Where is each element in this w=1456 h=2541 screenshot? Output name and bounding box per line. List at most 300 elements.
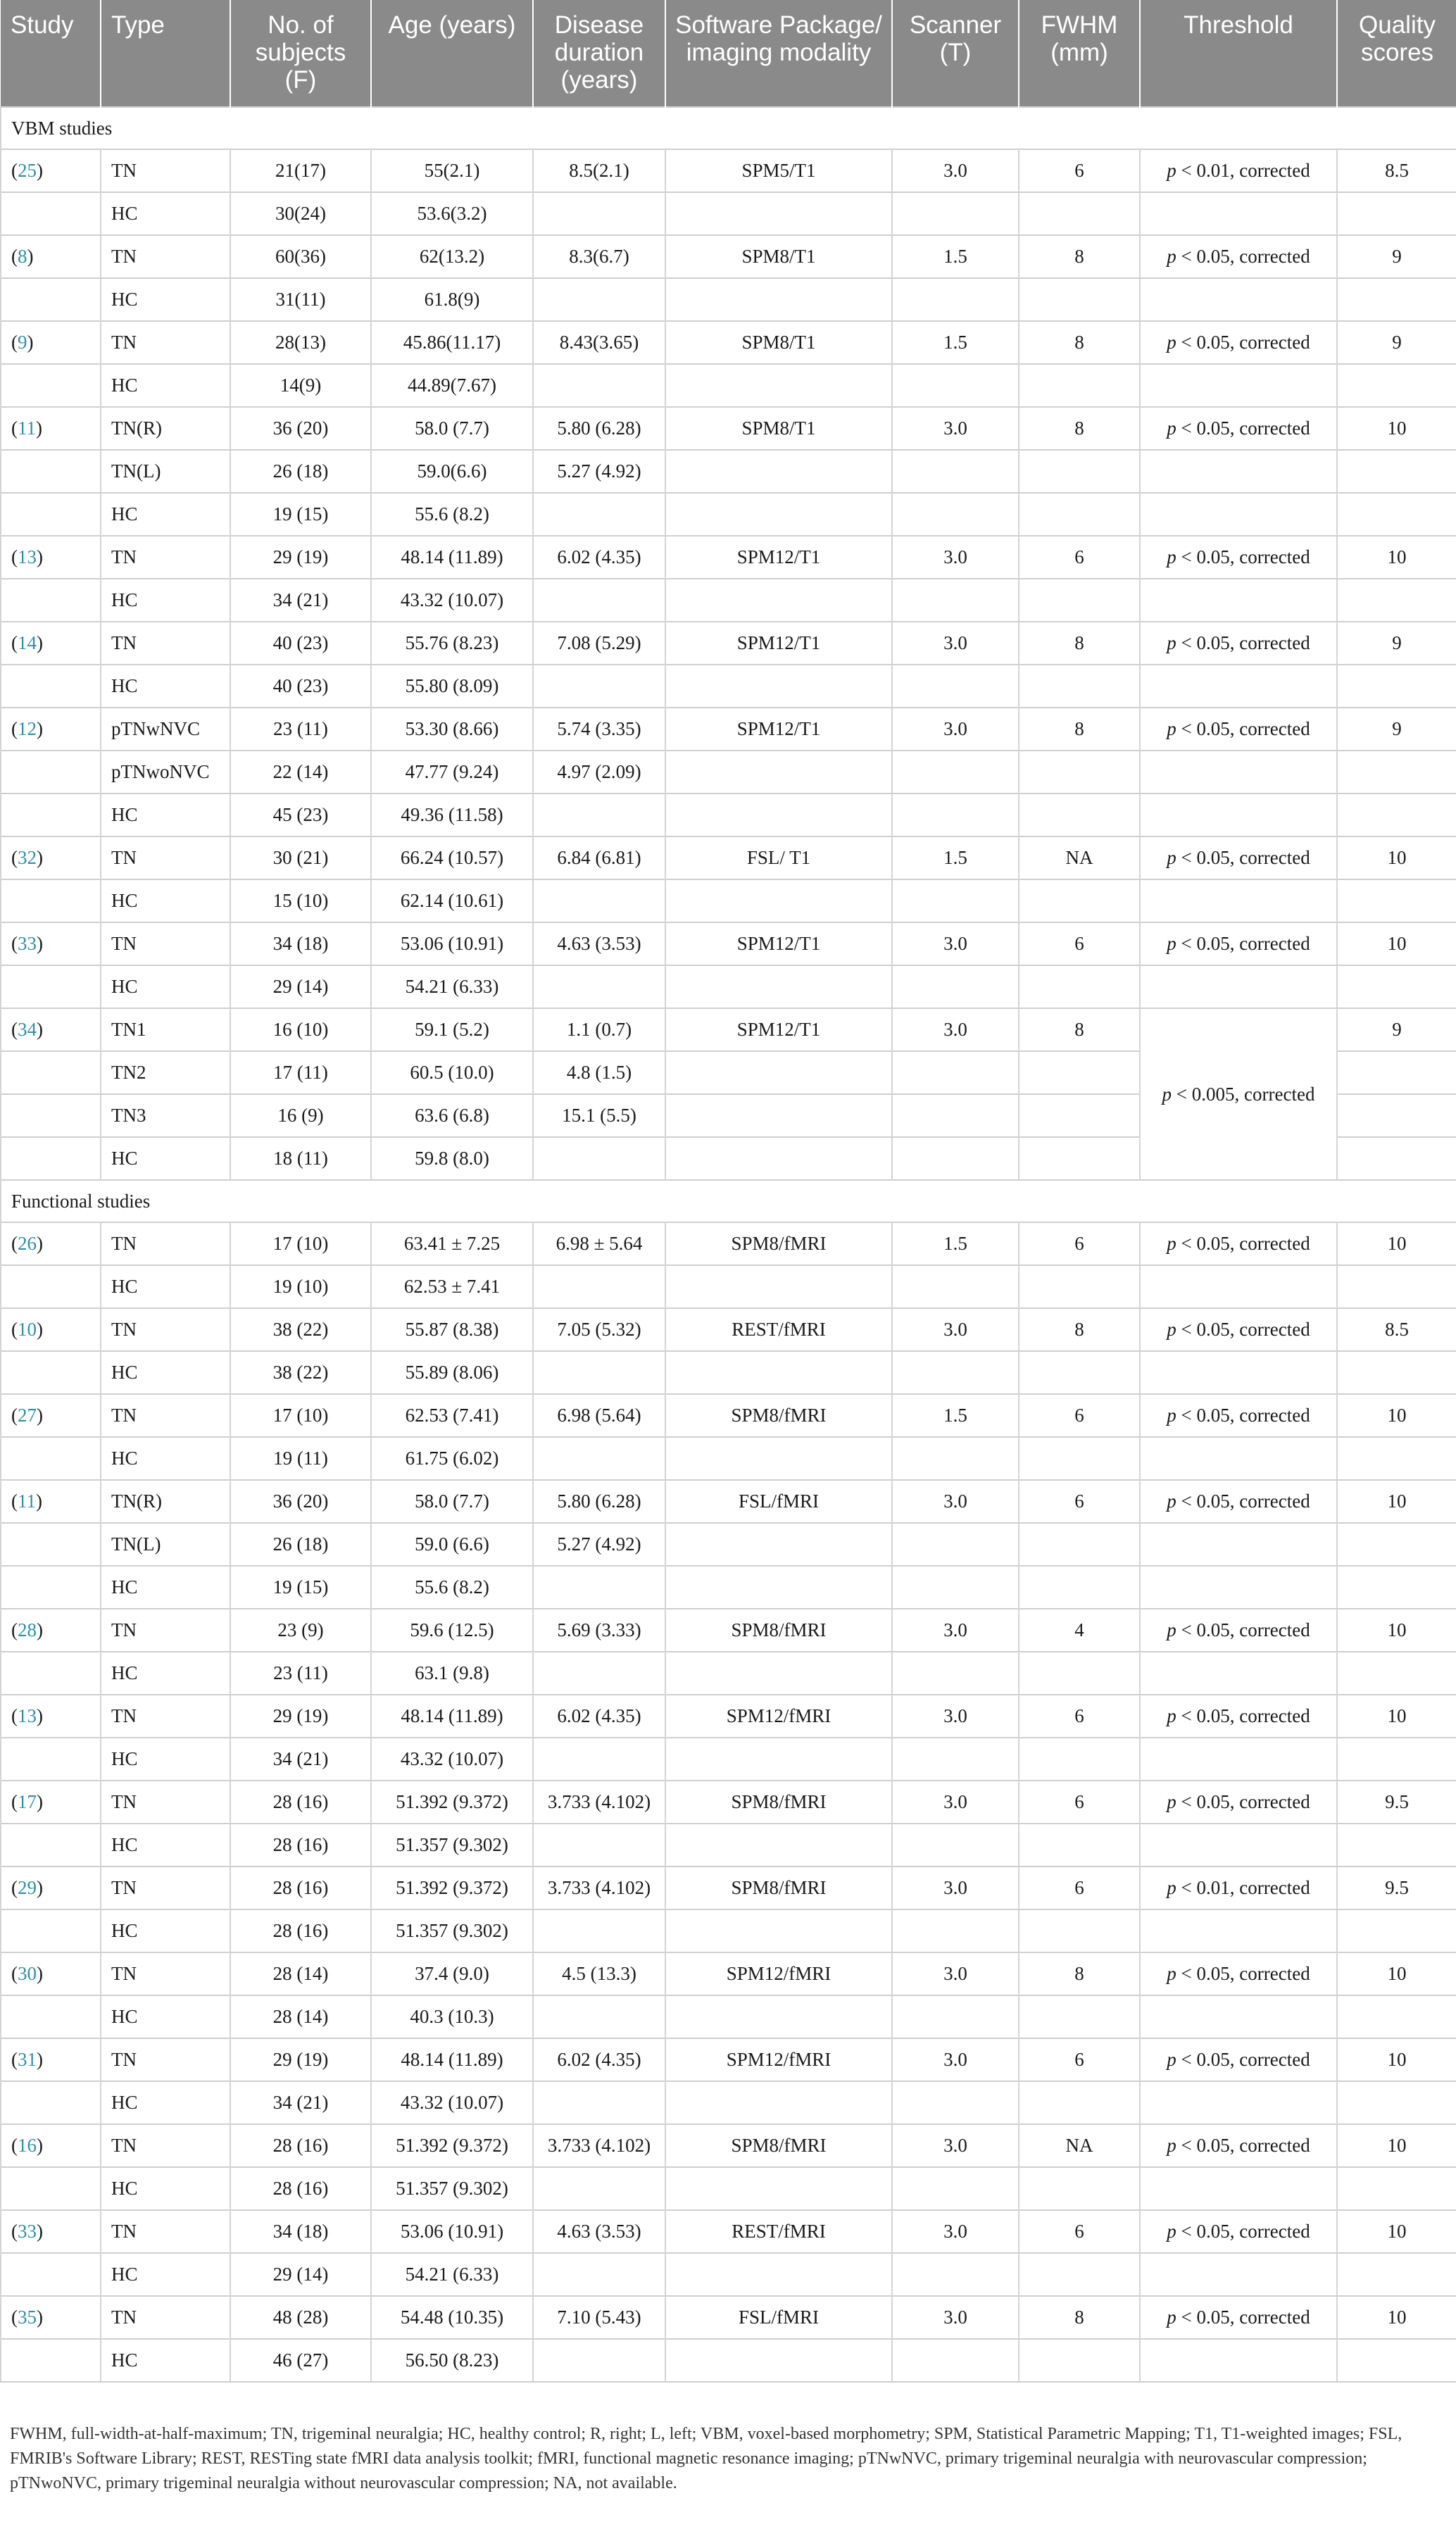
cell-fwhm: NA (1019, 2124, 1140, 2167)
cell-duration (533, 965, 665, 1008)
cell-scanner (892, 965, 1019, 1008)
cell-quality (1337, 1265, 1456, 1308)
cell-study (1, 665, 101, 708)
table-row (1, 278, 1456, 321)
table-row (1, 2038, 1456, 2081)
table-row (1, 1308, 1456, 1351)
cell-duration: 8.5(2.1) (533, 149, 665, 192)
reference-link[interactable]: 16 (18, 2135, 37, 2156)
cell-software (665, 1094, 892, 1137)
cell-type: TN (101, 1222, 230, 1265)
cell-type: HC (101, 2167, 230, 2210)
cell-age: 58.0 (7.7) (371, 1480, 533, 1523)
table-header (1, 0, 1456, 107)
table-row (1, 1609, 1456, 1652)
cell-threshold: p < 0.05, corrected (1140, 235, 1337, 278)
table-row (1, 1566, 1456, 1609)
cell-type: TN(R) (101, 407, 230, 450)
cell-scanner (892, 2167, 1019, 2210)
cell-fwhm (1019, 665, 1140, 708)
cell-scanner (892, 579, 1019, 622)
table-row (1, 1995, 1456, 2038)
cell-scanner: 3.0 (892, 1866, 1019, 1909)
cell-age: 51.392 (9.372) (371, 1866, 533, 1909)
cell-fwhm: 8 (1019, 1952, 1140, 1995)
cell-scanner: 3.0 (892, 708, 1019, 751)
cell-study: (29) (1, 1866, 101, 1909)
cell-type: HC (101, 278, 230, 321)
cell-quality (1337, 879, 1456, 922)
cell-duration: 6.02 (4.35) (533, 2038, 665, 2081)
cell-software: SPM8/T1 (665, 235, 892, 278)
table-row (1, 708, 1456, 751)
cell-threshold: p < 0.05, corrected (1140, 622, 1337, 665)
cell-threshold: p < 0.05, corrected (1140, 2296, 1337, 2339)
table-row (1, 879, 1456, 922)
cell-age: 51.357 (9.302) (371, 1824, 533, 1866)
cell-subjects: 34 (21) (230, 579, 371, 622)
cell-software: SPM8/T1 (665, 407, 892, 450)
table-row (1, 2210, 1456, 2253)
cell-study: (31) (1, 2038, 101, 2081)
cell-duration (533, 1652, 665, 1695)
cell-age: 55.80 (8.09) (371, 665, 533, 708)
cell-scanner (892, 793, 1019, 836)
cell-study (1, 965, 101, 1008)
cell-quality (1337, 1051, 1456, 1094)
cell-study: (33) (1, 2210, 101, 2253)
cell-quality: 9 (1337, 622, 1456, 665)
cell-threshold (1140, 751, 1337, 793)
cell-study: (14) (1, 622, 101, 665)
cell-scanner (892, 1738, 1019, 1781)
cell-quality (1337, 793, 1456, 836)
cell-software (665, 1437, 892, 1480)
cell-quality (1337, 1523, 1456, 1566)
cell-quality (1337, 665, 1456, 708)
cell-type: TN (101, 622, 230, 665)
cell-scanner: 3.0 (892, 1695, 1019, 1738)
cell-duration (533, 1265, 665, 1308)
cell-threshold (1140, 1909, 1337, 1952)
cell-threshold (1140, 1824, 1337, 1866)
cell-type: TN (101, 1866, 230, 1909)
cell-quality (1337, 1738, 1456, 1781)
cell-subjects: 34 (21) (230, 2081, 371, 2124)
cell-study: (33) (1, 922, 101, 965)
cell-age: 59.6 (12.5) (371, 1609, 533, 1652)
table-row (1, 1738, 1456, 1781)
cell-threshold (1140, 1437, 1337, 1480)
cell-duration: 15.1 (5.5) (533, 1094, 665, 1137)
cell-type: TN (101, 1308, 230, 1351)
reference-link[interactable]: 9 (18, 332, 27, 353)
reference-link[interactable]: 34 (18, 1019, 37, 1040)
cell-study: (27) (1, 1394, 101, 1437)
cell-quality: 10 (1337, 1952, 1456, 1995)
cell-quality: 8.5 (1337, 1308, 1456, 1351)
cell-quality: 10 (1337, 1394, 1456, 1437)
cell-subjects: 26 (18) (230, 1523, 371, 1566)
cell-software (665, 1995, 892, 2038)
cell-study: (32) (1, 836, 101, 879)
reference-link[interactable]: 10 (18, 1319, 37, 1340)
cell-type: TN (101, 836, 230, 879)
cell-type: TN(L) (101, 1523, 230, 1566)
cell-subjects: 40 (23) (230, 622, 371, 665)
cell-duration: 5.27 (4.92) (533, 1523, 665, 1566)
cell-duration: 6.84 (6.81) (533, 836, 665, 879)
cell-study (1, 1566, 101, 1609)
cell-type: HC (101, 1566, 230, 1609)
cell-fwhm: 8 (1019, 2296, 1140, 2339)
cell-study: (10) (1, 1308, 101, 1351)
reference-link[interactable]: 14 (18, 632, 37, 653)
cell-quality (1337, 2081, 1456, 2124)
cell-subjects: 38 (22) (230, 1351, 371, 1394)
cell-subjects: 36 (20) (230, 1480, 371, 1523)
cell-threshold: p < 0.05, corrected (1140, 321, 1337, 364)
cell-type: TN1 (101, 1008, 230, 1051)
cell-duration: 5.69 (3.33) (533, 1609, 665, 1652)
cell-duration (533, 1995, 665, 2038)
cell-threshold: p < 0.05, corrected (1140, 1695, 1337, 1738)
cell-threshold: p < 0.01, corrected (1140, 1866, 1337, 1909)
cell-age: 59.1 (5.2) (371, 1008, 533, 1051)
cell-threshold (1140, 2167, 1337, 2210)
table-row (1, 1909, 1456, 1952)
cell-age: 62.53 ± 7.41 (371, 1265, 533, 1308)
cell-type: HC (101, 2339, 230, 2382)
cell-threshold (1140, 579, 1337, 622)
cell-threshold: p < 0.05, corrected (1140, 536, 1337, 579)
cell-age: 55.6 (8.2) (371, 493, 533, 536)
cell-fwhm (1019, 2339, 1140, 2382)
reference-link[interactable]: 29 (18, 1877, 37, 1898)
cell-duration: 6.98 (5.64) (533, 1394, 665, 1437)
cell-study: (13) (1, 536, 101, 579)
cell-age: 55.89 (8.06) (371, 1351, 533, 1394)
cell-duration: 5.80 (6.28) (533, 1480, 665, 1523)
table-row (1, 965, 1456, 1008)
table-row (1, 1265, 1456, 1308)
cell-duration (533, 2081, 665, 2124)
reference-link[interactable]: 33 (18, 2221, 37, 2242)
reference-link[interactable]: 12 (18, 718, 37, 739)
cell-software: FSL/fMRI (665, 1480, 892, 1523)
cell-threshold (1140, 450, 1337, 493)
cell-scanner: 1.5 (892, 1222, 1019, 1265)
cell-scanner: 3.0 (892, 1952, 1019, 1995)
table-row (1, 751, 1456, 793)
reference-link[interactable]: 31 (18, 2049, 37, 2070)
cell-quality: 10 (1337, 536, 1456, 579)
cell-type: TN (101, 1609, 230, 1652)
cell-software: REST/fMRI (665, 1308, 892, 1351)
cell-fwhm (1019, 1738, 1140, 1781)
reference-link[interactable]: 11 (18, 418, 36, 439)
cell-type: HC (101, 1437, 230, 1480)
cell-threshold (1140, 965, 1337, 1008)
cell-duration: 3.733 (4.102) (533, 2124, 665, 2167)
cell-fwhm: 6 (1019, 1695, 1140, 1738)
cell-age: 55.87 (8.38) (371, 1308, 533, 1351)
cell-quality (1337, 1824, 1456, 1866)
cell-duration (533, 2253, 665, 2296)
cell-subjects: 17 (11) (230, 1051, 371, 1094)
cell-duration: 8.43(3.65) (533, 321, 665, 364)
cell-duration: 3.733 (4.102) (533, 1866, 665, 1909)
cell-age: 55.6 (8.2) (371, 1566, 533, 1609)
table-row (1, 450, 1456, 493)
table-row (1, 192, 1456, 235)
cell-duration: 7.08 (5.29) (533, 622, 665, 665)
cell-subjects: 16 (9) (230, 1094, 371, 1137)
cell-subjects: 36 (20) (230, 407, 371, 450)
cell-quality: 10 (1337, 2210, 1456, 2253)
cell-scanner (892, 364, 1019, 407)
cell-software: SPM8/T1 (665, 321, 892, 364)
cell-software: SPM8/fMRI (665, 1781, 892, 1824)
table-row (1, 407, 1456, 450)
table-row (1, 2167, 1456, 2210)
cell-software (665, 2081, 892, 2124)
cell-software: SPM12/T1 (665, 536, 892, 579)
cell-age: 53.06 (10.91) (371, 922, 533, 965)
cell-duration: 8.3(6.7) (533, 235, 665, 278)
cell-duration (533, 1824, 665, 1866)
cell-age: 48.14 (11.89) (371, 2038, 533, 2081)
table-row (1, 1351, 1456, 1394)
cell-threshold (1140, 793, 1337, 836)
cell-fwhm: 6 (1019, 1866, 1140, 1909)
cell-study: (13) (1, 1695, 101, 1738)
cell-quality: 9.5 (1337, 1866, 1456, 1909)
cell-study (1, 2081, 101, 2124)
cell-type: TN (101, 321, 230, 364)
cell-scanner (892, 2339, 1019, 2382)
cell-scanner: 1.5 (892, 836, 1019, 879)
cell-study (1, 2167, 101, 2210)
cell-threshold: p < 0.05, corrected (1140, 1222, 1337, 1265)
cell-subjects: 23 (11) (230, 1652, 371, 1695)
reference-link[interactable]: 17 (18, 1791, 37, 1812)
cell-quality (1337, 1995, 1456, 2038)
table-row (1, 1437, 1456, 1480)
reference-link[interactable]: 35 (18, 2307, 37, 2328)
cell-age: 54.48 (10.35) (371, 2296, 533, 2339)
cell-software (665, 879, 892, 922)
cell-threshold: p < 0.05, corrected (1140, 2210, 1337, 2253)
cell-quality (1337, 493, 1456, 536)
cell-threshold: p < 0.05, corrected (1140, 1609, 1337, 1652)
cell-subjects: 30(24) (230, 192, 371, 235)
cell-subjects: 15 (10) (230, 879, 371, 922)
cell-threshold: p < 0.05, corrected (1140, 1308, 1337, 1351)
cell-type: TN (101, 1781, 230, 1824)
cell-study: (34) (1, 1008, 101, 1051)
cell-duration: 4.97 (2.09) (533, 751, 665, 793)
reference-link[interactable]: 13 (18, 546, 37, 567)
cell-scanner (892, 1824, 1019, 1866)
cell-fwhm: 8 (1019, 622, 1140, 665)
cell-software (665, 1909, 892, 1952)
reference-link[interactable]: 25 (18, 160, 37, 181)
cell-scanner: 3.0 (892, 2210, 1019, 2253)
cell-software: FSL/ T1 (665, 836, 892, 879)
cell-threshold (1140, 364, 1337, 407)
cell-fwhm: 6 (1019, 2038, 1140, 2081)
cell-age: 54.21 (6.33) (371, 2253, 533, 2296)
cell-threshold: p < 0.05, corrected (1140, 1480, 1337, 1523)
cell-study: (8) (1, 235, 101, 278)
cell-duration (533, 1738, 665, 1781)
cell-type: TN (101, 1394, 230, 1437)
cell-threshold (1140, 1523, 1337, 1566)
cell-type: HC (101, 1738, 230, 1781)
reference-link[interactable]: 8 (18, 246, 27, 267)
cell-study (1, 2339, 101, 2382)
cell-type: HC (101, 493, 230, 536)
cell-software (665, 579, 892, 622)
cell-quality: 9 (1337, 321, 1456, 364)
cell-fwhm: 8 (1019, 1308, 1140, 1351)
cell-fwhm: 6 (1019, 1781, 1140, 1824)
cell-age: 63.1 (9.8) (371, 1652, 533, 1695)
cell-type: HC (101, 665, 230, 708)
cell-type: HC (101, 364, 230, 407)
cell-fwhm: 6 (1019, 1480, 1140, 1523)
table-row (1, 2081, 1456, 2124)
cell-subjects: 17 (10) (230, 1222, 371, 1265)
section-row (1, 1180, 1456, 1222)
cell-scanner (892, 1437, 1019, 1480)
cell-quality (1337, 1437, 1456, 1480)
cell-threshold (1140, 2081, 1337, 2124)
reference-link[interactable]: 30 (18, 1963, 37, 1984)
reference-link[interactable]: 11 (18, 1491, 36, 1512)
table-row (1, 579, 1456, 622)
cell-scanner (892, 665, 1019, 708)
table-row (1, 1824, 1456, 1866)
cell-software (665, 1566, 892, 1609)
cell-subjects: 29 (19) (230, 536, 371, 579)
cell-quality: 10 (1337, 836, 1456, 879)
cell-study: (16) (1, 2124, 101, 2167)
cell-threshold (1140, 1652, 1337, 1695)
cell-duration: 7.10 (5.43) (533, 2296, 665, 2339)
cell-duration: 5.27 (4.92) (533, 450, 665, 493)
cell-fwhm (1019, 965, 1140, 1008)
reference-link[interactable]: 26 (18, 1233, 37, 1254)
cell-subjects: 28 (14) (230, 1952, 371, 1995)
header-subjects: No. of subjects (F) (230, 0, 371, 107)
table-row (1, 493, 1456, 536)
cell-scanner: 3.0 (892, 2038, 1019, 2081)
cell-duration (533, 1437, 665, 1480)
cell-type: TN3 (101, 1094, 230, 1137)
cell-quality: 9.5 (1337, 1781, 1456, 1824)
cell-fwhm: 6 (1019, 2210, 1140, 2253)
cell-subjects: 38 (22) (230, 1308, 371, 1351)
cell-software (665, 965, 892, 1008)
cell-subjects: 40 (23) (230, 665, 371, 708)
reference-link[interactable]: 33 (18, 933, 37, 954)
cell-scanner: 3.0 (892, 1008, 1019, 1051)
cell-scanner: 3.0 (892, 1781, 1019, 1824)
cell-quality (1337, 1652, 1456, 1695)
cell-software (665, 665, 892, 708)
cell-threshold: p < 0.05, corrected (1140, 1394, 1337, 1437)
reference-link[interactable]: 28 (18, 1619, 37, 1640)
cell-fwhm (1019, 364, 1140, 407)
cell-duration: 4.63 (3.53) (533, 922, 665, 965)
cell-fwhm: NA (1019, 836, 1140, 879)
table-row (1, 1866, 1456, 1909)
cell-duration: 5.80 (6.28) (533, 407, 665, 450)
cell-threshold (1140, 493, 1337, 536)
cell-age: 51.392 (9.372) (371, 2124, 533, 2167)
cell-type: HC (101, 793, 230, 836)
table-row (1, 149, 1456, 192)
cell-software (665, 1523, 892, 1566)
cell-study (1, 879, 101, 922)
cell-threshold (1140, 2253, 1337, 2296)
cell-quality (1337, 1566, 1456, 1609)
cell-software: SPM5/T1 (665, 149, 892, 192)
reference-link[interactable]: 32 (18, 847, 37, 868)
table-row (1, 1952, 1456, 1995)
cell-subjects: 26 (18) (230, 450, 371, 493)
cell-fwhm (1019, 1051, 1140, 1094)
table-row (1, 364, 1456, 407)
cell-study: (28) (1, 1609, 101, 1652)
cell-type: TN (101, 536, 230, 579)
cell-software (665, 1738, 892, 1781)
cell-fwhm (1019, 1566, 1140, 1609)
cell-subjects: 28 (14) (230, 1995, 371, 2038)
cell-study (1, 1051, 101, 1094)
cell-scanner (892, 1351, 1019, 1394)
cell-age: 48.14 (11.89) (371, 1695, 533, 1738)
cell-fwhm: 8 (1019, 321, 1140, 364)
cell-fwhm (1019, 278, 1140, 321)
cell-type: TN (101, 1695, 230, 1738)
reference-link[interactable]: 13 (18, 1705, 37, 1726)
cell-quality: 9 (1337, 708, 1456, 751)
cell-study (1, 1652, 101, 1695)
header-software: Software Package/ imaging modality (665, 0, 892, 107)
cell-quality: 10 (1337, 2038, 1456, 2081)
cell-threshold: p < 0.05, corrected (1140, 2124, 1337, 2167)
cell-fwhm (1019, 1351, 1140, 1394)
cell-software: SPM8/fMRI (665, 1222, 892, 1265)
cell-type: TN (101, 2038, 230, 2081)
reference-link[interactable]: 27 (18, 1405, 37, 1426)
cell-duration: 3.733 (4.102) (533, 1781, 665, 1824)
cell-quality: 10 (1337, 407, 1456, 450)
cell-scanner (892, 493, 1019, 536)
cell-software (665, 2253, 892, 2296)
cell-subjects: 45 (23) (230, 793, 371, 836)
cell-age: 45.86(11.17) (371, 321, 533, 364)
cell-age: 61.8(9) (371, 278, 533, 321)
table-row (1, 1523, 1456, 1566)
cell-subjects: 23 (11) (230, 708, 371, 751)
cell-threshold (1140, 1995, 1337, 2038)
cell-age: 59.8 (8.0) (371, 1137, 533, 1180)
cell-study: (30) (1, 1952, 101, 1995)
